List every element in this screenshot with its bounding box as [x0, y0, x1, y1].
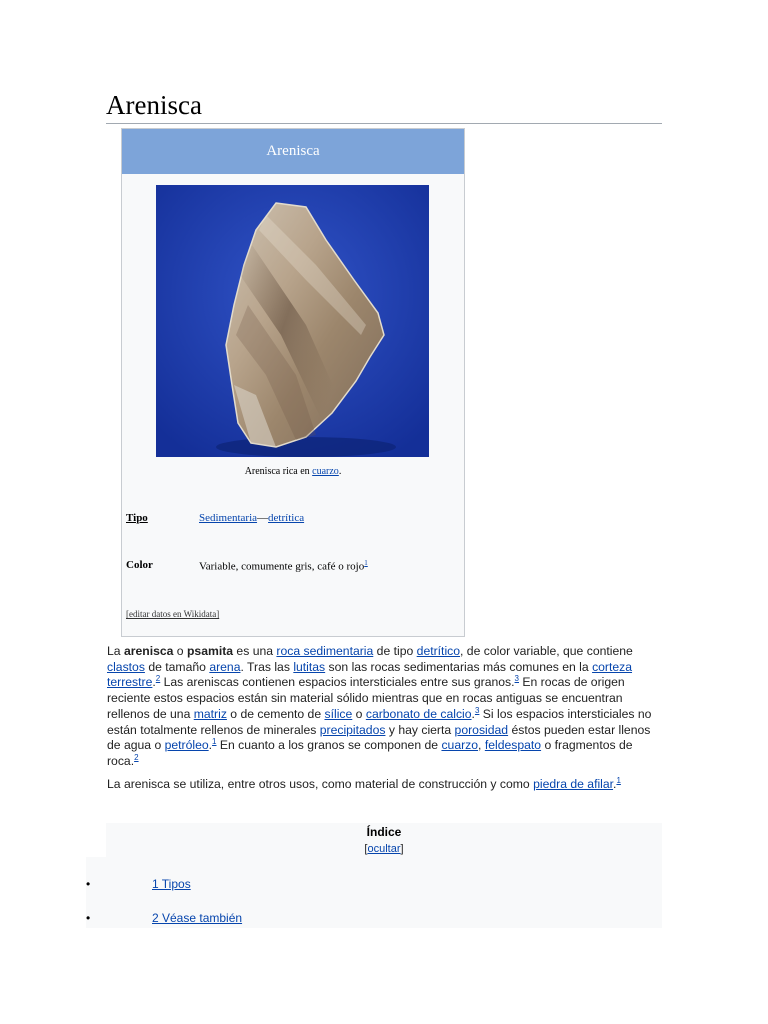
toc-title: Índice	[366, 825, 402, 839]
list-bullet: •	[86, 877, 91, 891]
ref-link[interactable]: 1	[616, 775, 621, 785]
caption-text: Arenisca rica en	[244, 466, 313, 477]
text: ,	[478, 738, 485, 753]
infobox-value-color	[199, 559, 368, 573]
color-value: Variable, comumente gris, café o rojo	[199, 560, 365, 573]
link-porosidad[interactable]: porosidad	[454, 722, 509, 737]
text: de tipo	[373, 644, 417, 658]
text: . Tras las	[240, 659, 294, 674]
link-roca-sedimentaria[interactable]: roca sedimentaria	[276, 644, 374, 658]
rock-image[interactable]	[156, 185, 429, 457]
bracket: ]	[400, 843, 404, 855]
text: Las areniscas contienen espacios intersticiales entre sus granos.	[160, 675, 515, 690]
toc-hide-link[interactable]: ocultar	[367, 843, 401, 855]
page-title: Arenisca	[106, 90, 202, 120]
text: o	[173, 644, 187, 658]
infobox-label-color: Color	[126, 559, 153, 571]
toc-item-vease-tambien[interactable]: 2 Véase también	[152, 911, 243, 925]
link-piedra-de-afilar[interactable]: piedra de afilar	[533, 777, 614, 791]
table-of-contents	[106, 823, 662, 928]
toc-item-tipos[interactable]: 1 Tipos	[152, 877, 191, 891]
link-feldespato[interactable]: feldespato	[484, 738, 542, 753]
link-carbonato-de-calcio[interactable]: carbonato de calcio	[365, 706, 472, 721]
ref-link[interactable]: 2	[155, 674, 161, 684]
link-detritico[interactable]: detrítico	[416, 644, 461, 658]
text: En cuanto a los granos se componen de	[216, 738, 442, 753]
link-matriz[interactable]: matriz	[193, 706, 227, 721]
uses-paragraph	[107, 777, 663, 793]
caption-link-cuarzo[interactable]: cuarzo	[312, 466, 339, 477]
text: es una	[233, 644, 277, 658]
bracket: [	[364, 843, 368, 855]
link-corteza-terrestre[interactable]: corteza terrestre	[107, 659, 633, 690]
bold-term: psamita	[186, 644, 234, 658]
text: La arenisca se utiliza, entre otros usos, como material de construcción y como	[107, 777, 534, 791]
list-bullet: •	[86, 911, 91, 925]
tipo-separator: —	[257, 512, 269, 524]
text: En rocas de origen reciente estos espacios están sin material sólido mientras que en rocas antiguas se encuentran rellenos de una	[107, 675, 625, 721]
text: .	[471, 706, 475, 721]
text: son las rocas sedimentarias más comunes en la	[325, 659, 593, 674]
text: o	[352, 706, 366, 721]
toc-toggle	[106, 843, 662, 855]
link-lutitas[interactable]: lutitas	[293, 659, 326, 674]
ref-link[interactable]: 1	[364, 559, 368, 567]
text: .	[152, 675, 156, 690]
ref-link[interactable]: 1	[212, 737, 217, 747]
link-clastos[interactable]: clastos	[107, 659, 145, 674]
link-precipitados[interactable]: precipitados	[319, 722, 386, 737]
bold-term: arenisca	[123, 644, 174, 658]
infobox-value-tipo	[199, 512, 304, 524]
link-silice[interactable]: sílice	[324, 706, 353, 721]
text: éstos pueden estar llenos de agua o	[107, 722, 651, 753]
text: , de color variable, que contiene	[460, 644, 633, 658]
link-detritica[interactable]: detrítica	[268, 512, 305, 524]
intro-paragraph	[107, 644, 663, 770]
title-divider	[106, 123, 662, 124]
ref-link[interactable]: 2	[134, 752, 139, 762]
edit-wikidata-link[interactable]: [editar datos en Wikidata]	[126, 609, 220, 619]
text: de tamaño	[144, 659, 210, 674]
text: o de cemento de	[226, 706, 325, 721]
ref-link[interactable]: 3	[474, 705, 480, 715]
link-sedimentaria[interactable]: Sedimentaria	[199, 512, 258, 524]
text: Si los espacios intersticiales no están totalmente rellenos de minerales	[107, 706, 652, 737]
link-cuarzo[interactable]: cuarzo	[441, 738, 479, 753]
rock-illustration	[156, 185, 429, 457]
image-caption	[122, 466, 464, 477]
infobox	[121, 128, 465, 637]
link-arena[interactable]: arena	[209, 659, 241, 674]
ref-link[interactable]: 3	[514, 674, 519, 684]
text: La	[107, 644, 124, 658]
infobox-label-tipo[interactable]: Tipo	[126, 512, 148, 524]
text: y hay cierta	[385, 722, 455, 737]
text: .	[613, 777, 617, 791]
caption-end: .	[338, 466, 342, 477]
infobox-header: Arenisca	[122, 129, 464, 174]
link-petroleo[interactable]: petróleo	[164, 738, 209, 753]
text: .	[208, 738, 213, 753]
text: o fragmentos de roca.	[107, 738, 633, 768]
